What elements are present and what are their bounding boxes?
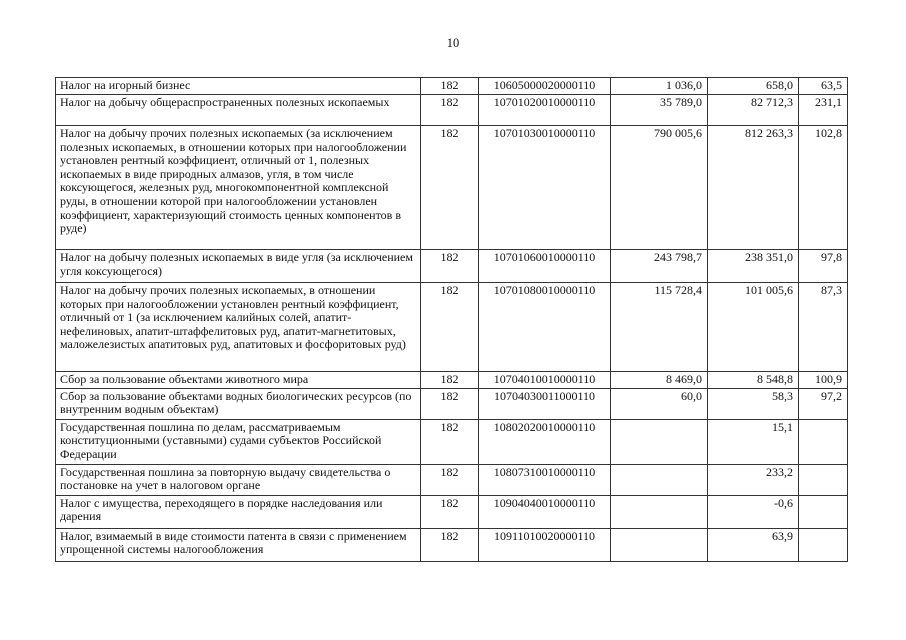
row-admin-code: 182 xyxy=(421,464,479,495)
row-name: Сбор за пользование объектами водных биологических ресурсов (по внутренним водным объектам) xyxy=(56,388,421,419)
row-value-1: 8 469,0 xyxy=(611,372,708,389)
row-value-2: 658,0 xyxy=(708,78,799,95)
row-admin-code: 182 xyxy=(421,250,479,283)
row-percent xyxy=(799,419,848,464)
table-row xyxy=(56,528,848,561)
row-value-1 xyxy=(611,528,708,561)
row-budget-code: 10904040010000110 xyxy=(479,495,611,528)
row-name: Государственная пошлина по делам, рассматриваемым конституционными (уставными) судами субъектов Российской Федерации xyxy=(56,419,421,464)
row-name: Государственная пошлина за повторную выдачу свидетельства о постановке на учет в налоговом органе xyxy=(56,464,421,495)
row-name: Налог на добычу прочих полезных ископаемых, в отношении которых при налогообложении установлен рентный коэффициент, отличный от 1 (за исключением калийных солей, апатит-нефелиновых, апатит-штаффелитовых руд, апатит-магнетитовых, маложелезистых апатитовых руд, апатитовых и фосфоритовых руд) xyxy=(56,283,421,372)
row-value-2: 8 548,8 xyxy=(708,372,799,389)
row-admin-code: 182 xyxy=(421,388,479,419)
row-value-2: 233,2 xyxy=(708,464,799,495)
tax-revenue-table xyxy=(55,77,848,562)
row-percent: 97,2 xyxy=(799,388,848,419)
row-value-1 xyxy=(611,464,708,495)
row-value-1 xyxy=(611,495,708,528)
row-value-2: 15,1 xyxy=(708,419,799,464)
row-admin-code: 182 xyxy=(421,95,479,126)
table-row xyxy=(56,78,848,95)
row-admin-code: 182 xyxy=(421,372,479,389)
table-row xyxy=(56,95,848,126)
row-admin-code: 182 xyxy=(421,495,479,528)
row-name: Сбор за пользование объектами животного мира xyxy=(56,372,421,389)
row-value-1: 243 798,7 xyxy=(611,250,708,283)
row-percent xyxy=(799,528,848,561)
row-name: Налог на добычу общераспространенных полезных ископаемых xyxy=(56,95,421,126)
row-name: Налог, взимаемый в виде стоимости патента в связи с применением упрощенной системы налогообложения xyxy=(56,528,421,561)
row-percent: 100,9 xyxy=(799,372,848,389)
row-name: Налог на добычу прочих полезных ископаемых (за исключением полезных ископаемых, в отношении которых при налогообложении установлен рентный коэффициент, отличный от 1, полезных ископаемых в виде природных алмазов, угля, в том числе коксующегося, железных руд, многокомпонентной комплексной руды, в отношении которой при налогообложении установлен коэффициент, характеризующий стоимость ценных компонентов в руде) xyxy=(56,126,421,250)
row-value-2: -0,6 xyxy=(708,495,799,528)
row-budget-code: 10807310010000110 xyxy=(479,464,611,495)
table-row xyxy=(56,283,848,372)
row-percent: 102,8 xyxy=(799,126,848,250)
table-row xyxy=(56,495,848,528)
row-name: Налог на игорный бизнес xyxy=(56,78,421,95)
table-row xyxy=(56,372,848,389)
row-percent: 97,8 xyxy=(799,250,848,283)
row-percent xyxy=(799,464,848,495)
row-name: Налог с имущества, переходящего в порядке наследования или дарения xyxy=(56,495,421,528)
row-admin-code: 182 xyxy=(421,419,479,464)
row-admin-code: 182 xyxy=(421,283,479,372)
row-percent: 87,3 xyxy=(799,283,848,372)
row-value-2: 238 351,0 xyxy=(708,250,799,283)
row-value-2: 63,9 xyxy=(708,528,799,561)
row-admin-code: 182 xyxy=(421,126,479,250)
row-value-1: 790 005,6 xyxy=(611,126,708,250)
row-budget-code: 10802020010000110 xyxy=(479,419,611,464)
row-value-1: 1 036,0 xyxy=(611,78,708,95)
row-admin-code: 182 xyxy=(421,78,479,95)
table-row xyxy=(56,464,848,495)
row-value-1: 60,0 xyxy=(611,388,708,419)
row-budget-code: 10701080010000110 xyxy=(479,283,611,372)
row-name: Налог на добычу полезных ископаемых в виде угля (за исключением угля коксующегося) xyxy=(56,250,421,283)
row-value-1 xyxy=(611,419,708,464)
table-row xyxy=(56,250,848,283)
table-row xyxy=(56,388,848,419)
row-percent xyxy=(799,495,848,528)
table-row xyxy=(56,419,848,464)
row-percent: 63,5 xyxy=(799,78,848,95)
row-budget-code: 10701020010000110 xyxy=(479,95,611,126)
row-value-1: 35 789,0 xyxy=(611,95,708,126)
row-value-2: 101 005,6 xyxy=(708,283,799,372)
row-value-2: 58,3 xyxy=(708,388,799,419)
row-budget-code: 10704010010000110 xyxy=(479,372,611,389)
row-value-1: 115 728,4 xyxy=(611,283,708,372)
row-budget-code: 10701030010000110 xyxy=(479,126,611,250)
row-admin-code: 182 xyxy=(421,528,479,561)
row-budget-code: 10911010020000110 xyxy=(479,528,611,561)
row-value-2: 812 263,3 xyxy=(708,126,799,250)
page-number: 10 xyxy=(446,36,460,50)
table-row xyxy=(56,126,848,250)
row-budget-code: 10605000020000110 xyxy=(479,78,611,95)
row-value-2: 82 712,3 xyxy=(708,95,799,126)
row-budget-code: 10704030011000110 xyxy=(479,388,611,419)
row-percent: 231,1 xyxy=(799,95,848,126)
row-budget-code: 10701060010000110 xyxy=(479,250,611,283)
